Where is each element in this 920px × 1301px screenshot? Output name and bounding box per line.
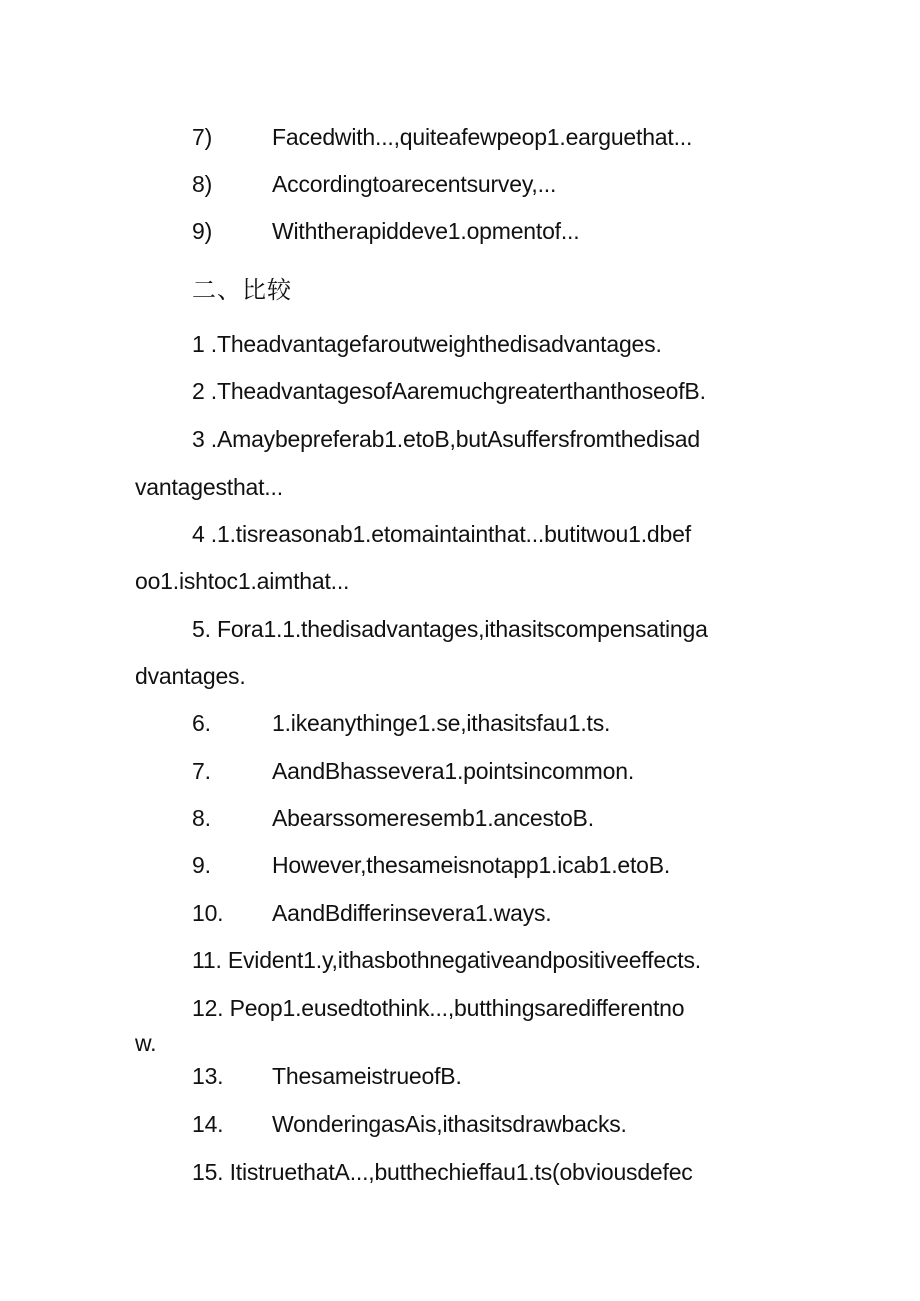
item-text: 15. ItistruethatA...,butthechieffau1.ts(obviousdefec	[192, 1159, 693, 1185]
item-text: 11. Evident1.y,ithasbothnegativeandpositiveeffects.	[192, 947, 701, 973]
item-text-continuation: oo1.ishtoc1.aimthat...	[135, 568, 350, 594]
item-text: 4 .1.tisreasonab1.etomaintainthat...butitwou1.dbef	[192, 521, 691, 547]
item-number: 7.	[192, 758, 211, 784]
item-number: 13.	[192, 1063, 224, 1089]
item-text: However,thesameisnotapp1.icab1.etoB.	[272, 852, 671, 878]
item-number: 6.	[192, 710, 211, 736]
item-text-continuation: dvantages.	[135, 663, 246, 689]
item-number: 7)	[192, 124, 213, 150]
item-text-continuation: vantagesthat...	[135, 474, 283, 500]
item-number: 9.	[192, 852, 211, 878]
item-text: AandBdifferinsevera1.ways.	[272, 900, 552, 926]
item-text: AandBhassevera1.pointsincommon.	[272, 758, 635, 784]
item-text: 1.ikeanythinge1.se,ithasitsfau1.ts.	[272, 710, 611, 736]
item-number: 9)	[192, 218, 213, 244]
item-text: WonderingasAis,ithasitsdrawbacks.	[272, 1111, 627, 1137]
item-text: Abearssomeresemb1.ancestoB.	[272, 805, 594, 831]
item-number: 10.	[192, 900, 224, 926]
section-heading-text: 二、比较	[192, 276, 292, 304]
item-text: ThesameistrueofB.	[272, 1063, 462, 1089]
item-text: 2 .TheadvantagesofAaremuchgreaterthanthoseofB.	[192, 378, 706, 404]
item-text: 1 .Theadvantagefaroutweighthedisadvantages.	[192, 331, 662, 357]
item-text: Accordingtoarecentsurvey,...	[272, 171, 557, 197]
item-number: 8.	[192, 805, 211, 831]
item-text: 12. Peop1.eusedtothink...,butthingsaredifferentno	[192, 995, 685, 1021]
item-number: 8)	[192, 171, 213, 197]
item-text: Withtherapiddeve1.opmentof...	[272, 218, 580, 244]
item-text: 5. Fora1.1.thedisadvantages,ithasitscompensatinga	[192, 616, 708, 642]
item-number: 14.	[192, 1111, 224, 1137]
item-text: 3 .Amaybepreferab1.etoB,butAsuffersfromthedisad	[192, 426, 700, 452]
item-text-continuation: w.	[135, 1030, 157, 1056]
item-text: Facedwith...,quiteafewpeop1.earguethat...	[272, 124, 693, 150]
